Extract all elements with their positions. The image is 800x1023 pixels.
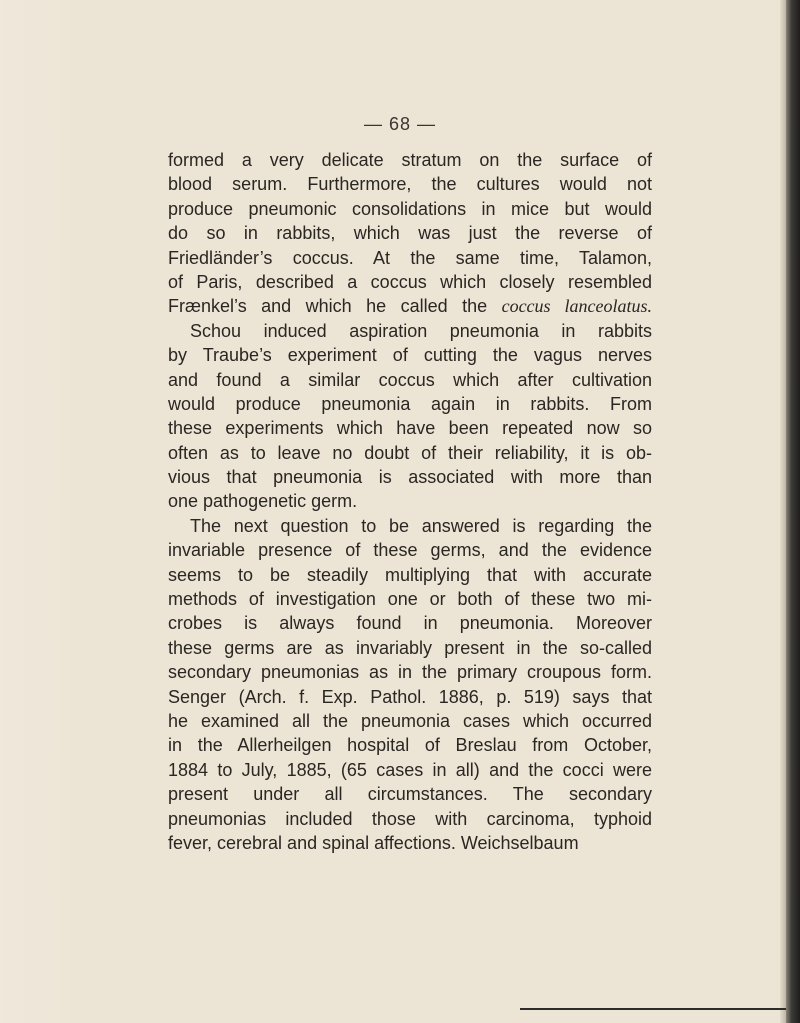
text-segment: The next question to be answered is regarding the	[190, 515, 652, 536]
text-segment: blood serum. Furthermore, the cultures would not	[168, 174, 652, 195]
text-line	[168, 660, 652, 684]
body-text	[168, 148, 652, 855]
text-segment: secondary pneumonias as in the primary croupous form.	[168, 662, 652, 683]
text-line	[168, 807, 652, 831]
text-segment: by Traube’s experiment of cutting the vagus nerves	[168, 345, 652, 366]
text-segment: and found a similar coccus which after cultivation	[168, 369, 652, 390]
text-line	[168, 368, 652, 392]
text-line	[168, 538, 652, 562]
book-binding	[786, 0, 800, 1023]
text-line	[168, 611, 652, 635]
text-segment: Frænkel’s and which he called the	[168, 296, 502, 317]
text-line	[168, 270, 652, 294]
text-line	[168, 758, 652, 782]
text-line	[168, 294, 652, 318]
text-segment: seems to be steadily multiplying that with accurate	[168, 564, 652, 585]
text-line	[168, 441, 652, 465]
text-line	[168, 197, 652, 221]
page-number: — 68 —	[363, 114, 437, 134]
text-line	[168, 416, 652, 440]
text-line	[168, 733, 652, 757]
text-segment: Schou induced aspiration pneumonia in rabbits	[190, 320, 652, 341]
text-segment: Senger (Arch. f. Exp. Pathol. 1886, p. 519) says that	[168, 686, 652, 707]
text-line	[168, 489, 652, 513]
text-line	[168, 831, 652, 855]
text-segment: fever, cerebral and spinal affections. Weichselbaum	[168, 832, 579, 853]
text-line	[168, 685, 652, 709]
text-segment: would produce pneumonia again in rabbits. From	[168, 393, 652, 414]
text-line	[168, 709, 652, 733]
text-line	[168, 148, 652, 172]
text-segment: in the Allerheilgen hospital of Breslau from October,	[168, 735, 652, 756]
text-segment: Friedländer’s coccus. At the same time, Talamon,	[168, 247, 652, 268]
text-line	[168, 246, 652, 270]
bottom-edge-line	[520, 1008, 786, 1010]
text-segment: methods of investigation one or both of these two mi-	[168, 589, 652, 610]
text-segment: he examined all the pneumonia cases which occurred	[168, 710, 652, 731]
text-segment: 1884 to July, 1885, (65 cases in all) and the cocci were	[168, 759, 652, 780]
text-segment: these germs are as invariably present in the so-called	[168, 637, 652, 658]
text-line	[168, 172, 652, 196]
italic-term: coccus lanceolatus.	[501, 296, 652, 317]
text-line	[168, 587, 652, 611]
text-line	[168, 782, 652, 806]
text-segment: these experiments which have been repeated now so	[168, 418, 652, 439]
text-segment: vious that pneumonia is associated with more than	[168, 467, 652, 488]
left-gutter	[0, 0, 70, 1023]
text-segment: produce pneumonic consolidations in mice but would	[168, 198, 652, 219]
text-segment: crobes is always found in pneumonia. Moreover	[168, 613, 652, 634]
text-line	[168, 343, 652, 367]
text-line	[168, 636, 652, 660]
text-line	[168, 563, 652, 587]
text-segment: of Paris, described a coccus which closely resembled	[168, 271, 652, 292]
text-line	[168, 392, 652, 416]
text-segment: invariable presence of these germs, and the evidence	[168, 540, 652, 561]
text-segment: formed a very delicate stratum on the surface of	[168, 150, 652, 170]
text-line	[168, 319, 652, 343]
text-segment: one pathogenetic germ.	[168, 491, 358, 512]
text-segment: present under all circumstances. The secondary	[168, 784, 652, 805]
text-segment: do so in rabbits, which was just the reverse of	[168, 223, 652, 244]
text-segment: pneumonias included those with carcinoma, typhoid	[168, 808, 652, 829]
text-line	[168, 221, 652, 245]
text-line	[168, 465, 652, 489]
text-segment: often as to leave no doubt of their reliability, it is ob-	[168, 442, 652, 463]
text-line	[168, 514, 652, 538]
